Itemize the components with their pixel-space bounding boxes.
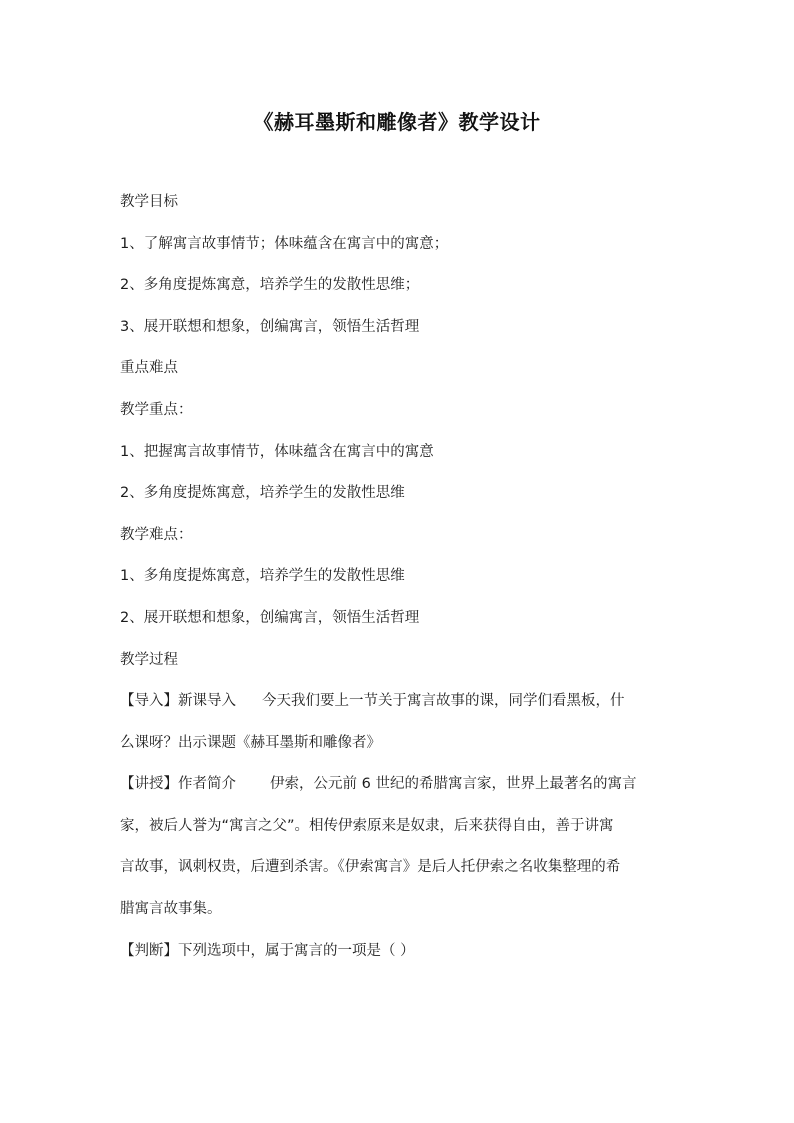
lecture-paragraph-line-1 — [120, 774, 636, 794]
goal-item-3: 3、展开联想和想象，创编寓言，领悟生活哲理 — [120, 319, 420, 335]
heading-difficult-points: 教学难点： — [120, 527, 193, 543]
key-point-item-1: 1、把握寓言故事情节，体味蕴含在寓言中的寓意 — [120, 444, 434, 460]
intro-paragraph-line-2: 么课呀？出示课题《赫耳墨斯和雕像者》 — [120, 735, 381, 751]
heading-key-points: 教学重点： — [120, 402, 193, 418]
document-title: 《赫耳墨斯和雕像者》教学设计 — [253, 110, 541, 134]
intro-text: 今天我们要上一节关于寓言故事的课，同学们看黑板，什 — [262, 693, 625, 709]
intro-paragraph-line-1 — [120, 691, 625, 711]
intro-tag: 【导入】新课导入 — [120, 693, 236, 709]
goal-item-1: 1、了解寓言故事情节；体味蕴含在寓言中的寓意； — [120, 236, 449, 252]
lecture-text: 伊索，公元前 6 世纪的希腊寓言家，世界上最著名的寓言 — [270, 776, 637, 792]
lecture-paragraph-line-3: 言故事，讽刺权贵，后遭到杀害。《伊索寓言》是后人托伊索之名收集整理的希 — [120, 859, 621, 875]
heading-key-difficult-points: 重点难点 — [120, 360, 178, 376]
goal-item-2: 2、多角度提炼寓意，培养学生的发散性思维； — [120, 277, 420, 293]
lecture-paragraph-line-4: 腊寓言故事集。 — [120, 901, 222, 917]
heading-teaching-goals: 教学目标 — [120, 194, 178, 210]
difficult-point-item-2: 2、展开联想和想象，创编寓言，领悟生活哲理 — [120, 610, 420, 626]
heading-teaching-process: 教学过程 — [120, 652, 178, 668]
difficult-point-item-1: 1、多角度提炼寓意，培养学生的发散性思维 — [120, 568, 405, 584]
key-point-item-2: 2、多角度提炼寓意，培养学生的发散性思维 — [120, 485, 405, 501]
lecture-tag: 【讲授】作者简介 — [120, 776, 236, 792]
lecture-paragraph-line-2: 家，被后人誉为“寓言之父”。相传伊索原来是奴隶，后来获得自由，善于讲寓 — [120, 818, 614, 834]
judge-question: 【判断】下列选项中，属于寓言的一项是（ ） — [120, 943, 415, 959]
